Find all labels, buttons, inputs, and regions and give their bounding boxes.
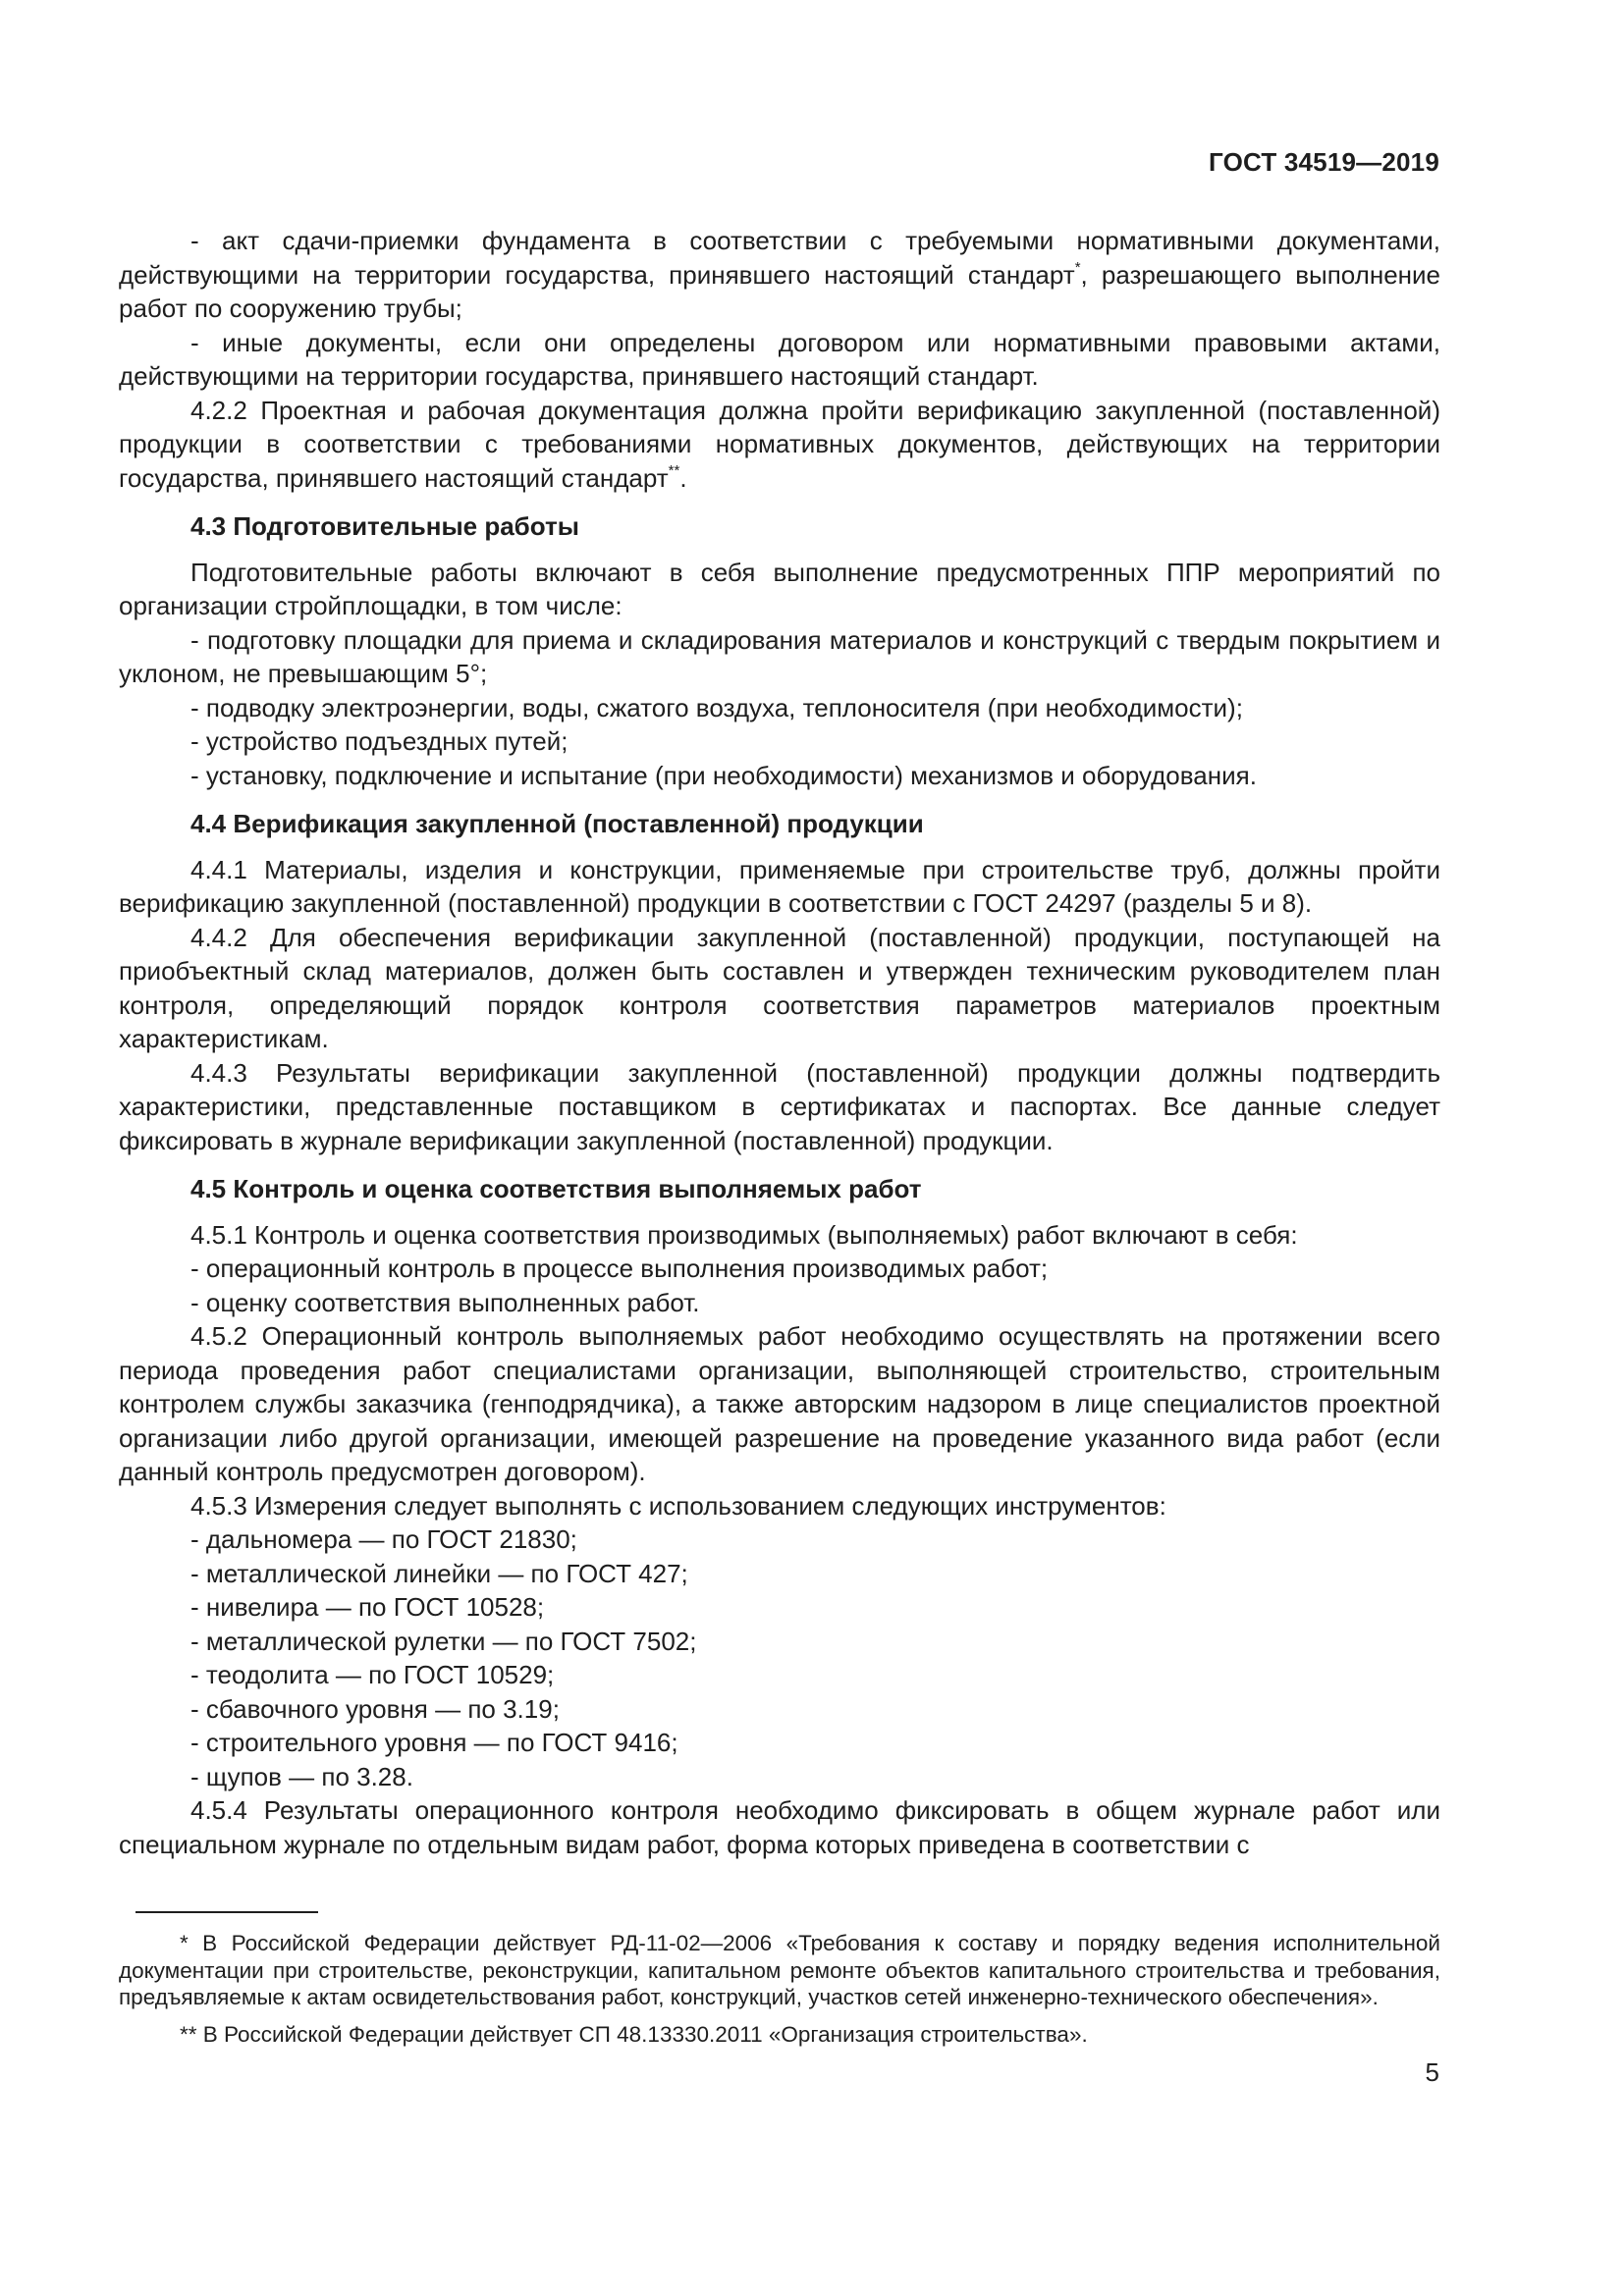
paragraph-4-5-3: 4.5.3 Измерения следует выполнять с использованием следующих инструментов: bbox=[190, 1490, 1166, 1521]
paragraph-4-4-3: 4.4.3 Результаты верификации закупленной (поставленной) продукции должны подтвердить характеристики, представленные поставщиком в сертификатах и паспортах. Все данные следует фиксировать в журнале верификации закупленной (поставленной) продукции. bbox=[119, 1057, 1440, 1155]
paragraph-4-4-2: 4.4.2 Для обеспечения верификации закупленной (поставленной) продукции, поступающей на приобъектный склад материалов, должен быть составлен и утвержден техническим руководителем план контроля, определяющий порядок контроля соответствия параметров материалов проектным характеристикам. bbox=[119, 922, 1440, 1053]
paragraph-4-2-2: 4.2.2 Проектная и рабочая документация должна пройти верификацию закупленной (поставленной) продукции в соответствии с требованиями нормативных документов, действующих на территории государства, принявшего настоящий стандарт**. bbox=[119, 395, 1440, 493]
paragraph-prep-intro: Подготовительные работы включают в себя выполнение предусмотренных ППР мероприятий по организации стройплощадки, в том числе: bbox=[119, 557, 1440, 620]
main-text bbox=[119, 224, 1440, 1861]
paragraph-other-documents: - иные документы, если они определены договором или нормативными правовыми актами, действующими на территории государства, принявшего настоящий стандарт. bbox=[119, 327, 1440, 391]
list-item-access-roads: - устройство подъездных путей; bbox=[190, 726, 568, 756]
paragraph-acceptance-act: - акт сдачи-приемки фундамента в соответствии с требуемыми нормативными документами, действующими на территории государства, принявшего настоящий стандарт*, разрешающего выполнение работ по сооружению трубы; bbox=[119, 226, 1440, 323]
footnote-ref-1: * bbox=[1074, 258, 1081, 276]
paragraph-4-5-1: 4.5.1 Контроль и оценка соответствия производимых (выполняемых) работ включают в себя: bbox=[190, 1219, 1298, 1250]
footnote-separator bbox=[135, 1911, 318, 1913]
list-item-operational-control: - операционный контроль в процессе выполнения производимых работ; bbox=[190, 1254, 1049, 1283]
footnote-2: ** В Российской Федерации действует СП 48.13330.2011 «Организация строительства». bbox=[180, 2021, 1088, 2047]
list-item-assessment: - оценку соответствия выполненных работ. bbox=[190, 1287, 700, 1317]
list-item-rangefinder: - дальномера — по ГОСТ 21830; bbox=[190, 1524, 577, 1554]
paragraph-4-5-2: 4.5.2 Операционный контроль выполняемых работ необходимо осуществлять на протяжении всего периода проведения работ специалистами организации, выполняющей строительство, строительным контролем службы заказчика (генподрядчика), а также авторским надзором в лице специалистов проектной организации либо другой организации, имеющей разрешение на проведение указанного вида работ (если данный контроль предусмотрен договором). bbox=[119, 1321, 1440, 1486]
list-item-equipment: - установку, подключение и испытание (при необходимости) механизмов и оборудования. bbox=[190, 760, 1257, 790]
footnote-1: * В Российской Федерации действует РД-11-02—2006 «Требования к составу и порядку ведения исполнительной документации при строительстве, реконструкции, капитальном ремонте объектов капитального строительства и требования, предъявляемые к актам освидетельствования работ, конструкций, участков сетей инженерно-технического обеспечения». bbox=[119, 1931, 1440, 2009]
list-item-building-level: - строительного уровня — по ГОСТ 9416; bbox=[190, 1728, 678, 1757]
list-item-level: - нивелира — по ГОСТ 10528; bbox=[190, 1592, 545, 1622]
heading-4-5: 4.5 Контроль и оценка соответствия выполняемых работ bbox=[190, 1174, 922, 1203]
page-number: 5 bbox=[1425, 2057, 1439, 2087]
footnotes bbox=[119, 1930, 1440, 2057]
footnote-ref-2: ** bbox=[668, 461, 680, 479]
list-item-ruler: - металлической линейки — по ГОСТ 427; bbox=[190, 1558, 688, 1588]
list-item-theodolite: - теодолита — по ГОСТ 10529; bbox=[190, 1660, 555, 1689]
paragraph-4-4-1: 4.4.1 Материалы, изделия и конструкции, применяемые при строительстве труб, должны пройти верификацию закупленной (поставленной) продукции в соответствии с ГОСТ 24297 (разделы 5 и 8). bbox=[119, 854, 1440, 918]
list-item-feelers: - щупов — по 3.28. bbox=[190, 1761, 413, 1791]
paragraph-4-5-4: 4.5.4 Результаты операционного контроля необходимо фиксировать в общем журнале работ или специальном журнале по отдельным видам работ, форма которых приведена в соответствии с bbox=[119, 1795, 1440, 1859]
list-item-tape: - металлической рулетки — по ГОСТ 7502; bbox=[190, 1626, 697, 1656]
list-item-spirit-level: - сбавочного уровня — по 3.19; bbox=[190, 1693, 560, 1724]
heading-4-4: 4.4 Верификация закупленной (поставленной) продукции bbox=[190, 809, 924, 838]
standard-code-header: ГОСТ 34519—2019 bbox=[1209, 147, 1439, 177]
list-item-site-prep: - подготовку площадки для приема и складирования материалов и конструкций с твердым покрытием и уклоном, не превышающим 5°; bbox=[119, 624, 1440, 688]
list-item-utilities: - подводку электроэнергии, воды, сжатого воздуха, теплоносителя (при необходимости); bbox=[190, 692, 1243, 722]
heading-4-3: 4.3 Подготовительные работы bbox=[190, 511, 579, 541]
